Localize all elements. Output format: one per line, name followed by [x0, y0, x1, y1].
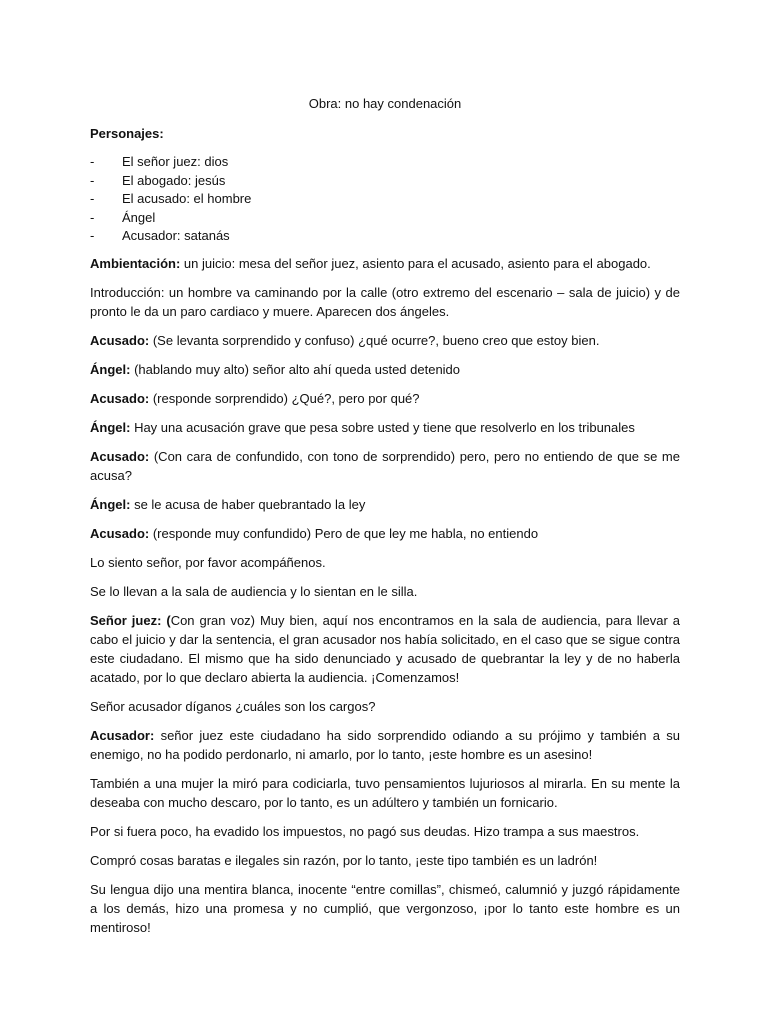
narration-line: [90, 553, 680, 572]
dialogue-line: [90, 726, 680, 764]
paragraph-text: También a una mujer la miró para codiciarla, tuvo pensamientos lujuriosos al mirarla. En su mente la deseaba con mucho descaro, por lo tanto, es un adúltero y también un fornicario.: [90, 775, 680, 810]
paragraph-text: se le acusa de haber quebrantado la ley: [130, 496, 366, 512]
paragraph-introduccion: [90, 283, 680, 321]
dialogue-line: [90, 418, 680, 437]
speaker-label: Acusador:: [90, 727, 155, 743]
narration-line: [90, 880, 680, 937]
speaker-label: Acusado:: [90, 448, 150, 464]
dialogue-line: [90, 495, 680, 514]
paragraph-text: Por si fuera poco, ha evadido los impuestos, no pagó sus deudas. Hizo trampa a sus maestros.: [90, 823, 640, 839]
narration-line: [90, 697, 680, 716]
paragraph-text: (Con cara de confundido, con tono de sorprendido) pero, pero no entiendo de que se me acusa?: [90, 448, 680, 483]
character-item: - El señor juez: dios: [90, 153, 680, 172]
paragraph-text: un juicio: mesa del señor juez, asiento para el acusado, asiento para el abogado.: [180, 255, 651, 271]
paragraph-text: (Se levanta sorprendido y confuso) ¿qué ocurre?, bueno creo que estoy bien.: [149, 332, 600, 348]
character-item: - El abogado: jesús: [90, 172, 680, 191]
speaker-label: Acusado:: [90, 390, 150, 406]
narration-line: [90, 774, 680, 812]
dialogue-line: [90, 389, 680, 408]
paragraph-text: Introducción: un hombre va caminando por la calle (otro extremo del escenario – sala de juicio) y de pronto le da un paro cardiaco y muere. Aparecen dos ángeles.: [90, 284, 680, 319]
document-page: [90, 94, 680, 947]
speaker-label: Ángel:: [90, 361, 131, 377]
paragraph-text: Lo siento señor, por favor acompáñenos.: [90, 554, 326, 570]
paragraph-text: Se lo llevan a la sala de audiencia y lo sientan en le silla.: [90, 583, 418, 599]
dialogue-line: [90, 447, 680, 485]
paragraph-text: Señor acusador díganos ¿cuáles son los cargos?: [90, 698, 376, 714]
narration-line: [90, 582, 680, 601]
paragraph-text: (hablando muy alto) señor alto ahí queda usted detenido: [130, 361, 461, 377]
paragraph-text: Hay una acusación grave que pesa sobre usted y tiene que resolverlo en los tribunales: [130, 419, 635, 435]
character-item: - Acusador: satanás: [90, 227, 680, 246]
narration-line: [90, 851, 680, 870]
characters-heading: Personajes:: [90, 126, 164, 141]
dialogue-line: [90, 360, 680, 379]
paragraph-text: (responde muy confundido) Pero de que ley me habla, no entiendo: [149, 525, 539, 541]
speaker-label: Acusado:: [90, 332, 150, 348]
dialogue-line: [90, 611, 680, 687]
character-item: - El acusado: el hombre: [90, 190, 680, 209]
dialogue-line: [90, 331, 680, 350]
speaker-label: Ambientación:: [90, 255, 181, 271]
document-title: Obra: no hay condenación: [308, 96, 462, 111]
speaker-label: Ángel:: [90, 419, 131, 435]
paragraph-text: señor juez este ciudadano ha sido sorprendido odiando a su prójimo y también a su enemigo, no ha podido perdonarlo, ni amarlo, por lo tanto, ¡este hombre es un asesino!: [90, 727, 680, 762]
dialogue-line: [90, 524, 680, 543]
speaker-label: Ángel:: [90, 496, 131, 512]
paragraph-text: Con gran voz) Muy bien, aquí nos encontramos en la sala de audiencia, para llevar a cabo el juicio y dar la sentencia, el gran acusador nos había solicitado, en el caso que se sigue contra este ciudadano. El mismo que ha sido denunciado y acusado de quebrantar la ley y de no haberla acatado, por lo que declaro abierta la audiencia. ¡Comenzamos!: [90, 612, 680, 685]
speaker-label: Acusado:: [90, 525, 150, 541]
narration-line: [90, 822, 680, 841]
paragraph-text: Su lengua dijo una mentira blanca, inocente “entre comillas”, chismeó, calumnió y juzgó rápidamente a los demás, hizo una promesa y no cumplió, que vergonzoso, ¡por lo tanto este hombre es un mentiroso!: [90, 881, 680, 935]
paragraph-text: Compró cosas baratas e ilegales sin razón, por lo tanto, ¡este tipo también es un ladrón!: [90, 852, 598, 868]
characters-list: [90, 153, 680, 246]
paragraph-text: (responde sorprendido) ¿Qué?, pero por qué?: [149, 390, 420, 406]
character-item: - Ángel: [90, 209, 680, 228]
speaker-label: Señor juez: (: [90, 612, 171, 628]
paragraph-ambientacion: [90, 254, 680, 273]
